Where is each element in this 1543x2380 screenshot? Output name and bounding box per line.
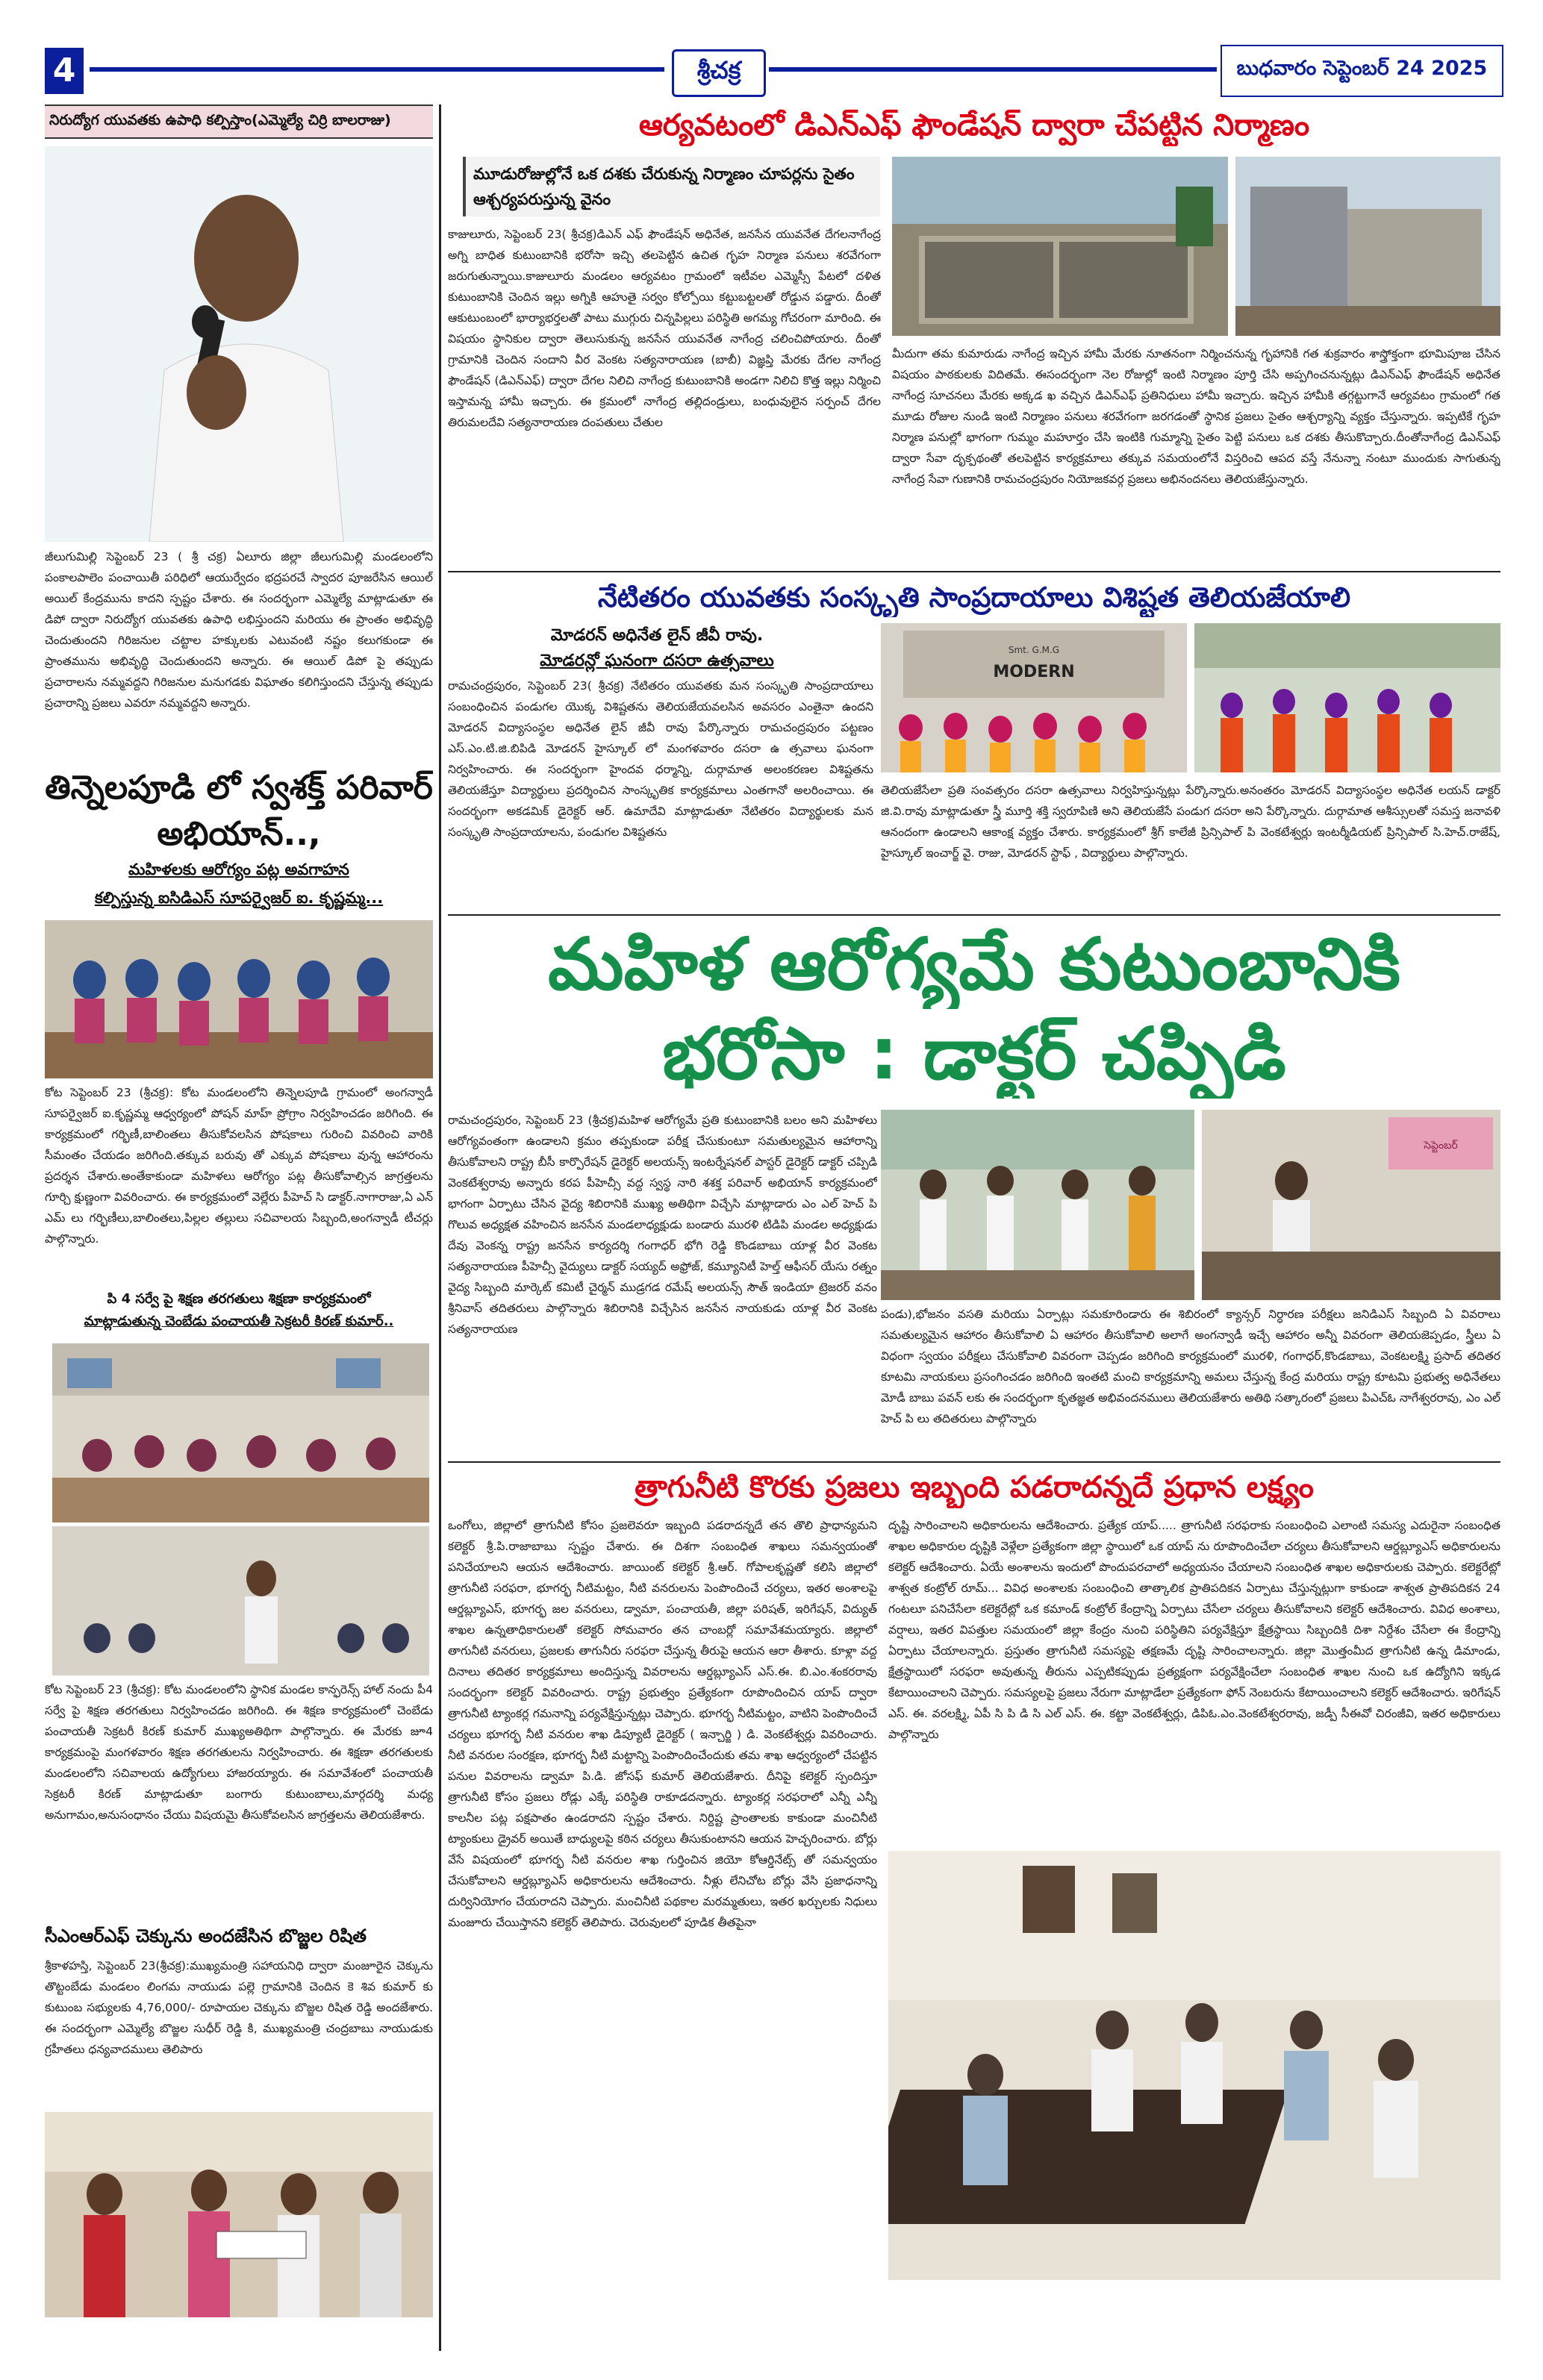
dnf-house-illustration [1235, 157, 1500, 336]
left-story-cmrf [45, 1925, 433, 2329]
swasth-body: కోట సెప్టెంబర్ 23 (శ్రీచక్ర): కోట మండలంలోని తిన్నెలపూడి గ్రామంలో అంగన్వాడీ సూపర్వైజర్ ఐ.కృష్ణమ్మ ఆధ్వర్యంలో పోషన్ మాహ్ ప్రోగ్రాం నిర్వహించడం జరిగింది. ఈ కార్యక్రమంలో గర్భిణీ,బాలింతలు తీసుకోవలసిన పోషకాలు గురించి వివరించి వారికి సీమంతం చేయడం జరిగింది.తక్కువ బరువు తో ఎక్కువ పోషకాలు వున్న ఆహారంను ప్రదర్శన చేశారు.అంతేకాకుండా మహిళలు ఆరోగ్యం పట్ల తీసుకోవాల్సిన జాగ్రత్తలను గూర్చి క్షుణ్ణంగా వివరించారు. ఈ కార్యక్రమంలో వెల్లేరు పీహెచ్ సి డాక్టర్.నాగారాజు,ఏ ఎన్ ఎమ్ లు గర్భిణీలు,బాలింతలు,పిల్లల తల్లులు సచివాలయ సిబ్బంది,అంగన్వాడీ టీచర్లు పాల్గొన్నారు. [45, 1086, 433, 1246]
left-story-p4 [45, 1291, 433, 1822]
p4-photo-1 [52, 1343, 429, 1522]
mla-body: జీలుగుమిల్లి సెప్టెంబర్ 23 ( శ్రీ చక్ర) ఏలూరు జిల్లా జీలుగుమిల్లి మండలంలోని పంకాలపాలెం పంచాయితీ పరిధిలో ఆయుర్వేదం భద్రపరచే స్వాదర పూజరేసిన ఆయిల్ అయిల్ కేంద్రమును కాదని స్పష్టం చేశారు. ఈ సందర్భంగా ఎమ్మెల్యే మాట్లాడుతూ ఈ డిపో ద్వారా నిరుద్యోగ యువతకు ఉపాధి లభిస్తుందని మరియు ఈ ప్రాంతం అభివృద్ధి చెందుతుందని గిరిజనుల చట్టాల హక్కులకు ఎటువంటి నష్టం కలుగకుండా ఈ ప్రాంతమును అభివృద్ధి చెందుతుందని అన్నారు. ఈ ఆయిల్ డిపో పై తప్పుడు ప్రచారాలను నమ్మవద్దని గిరిజనుల మనుగడకు విఘాతం కలిగిస్తుందని చేస్తున్న తప్పుడు ప్రచారాన్ని ప్రజలు ఎవరూ నమ్మవద్దని అన్నారు. [45, 550, 433, 710]
mla-photo [45, 146, 433, 542]
rule-after-dnf [448, 571, 1500, 572]
modern-photo-1 [881, 623, 1187, 772]
left-story-mla [45, 104, 433, 761]
left-story-swasth [45, 765, 433, 1287]
health-body-left: రామచంద్రపురం, సెప్టెంబర్ 23 (శ్రీచక్ర)మహిళ ఆరోగ్యమే ప్రతి కుటుంబానికి బలం అని మహిళలు ఆరోగ్యవంతంగా ఉండాలని క్రమం తప్పకుండా పరీక్ష చేసుకుంటూ సమతుల్యమైన ఆహారాన్ని తీసుకోవాలని రాష్ట్ర బీసీ కార్పొరేషన్ డైరెక్టర్ అలయన్స్ ఇంటర్నేషనల్ పాస్టర్ డైరెక్టర్ డాక్టర్ చప్పిడి వెంకటేశ్వరావు అన్నారు కరప పీహెచ్సీ వద్ద స్వస్థ నారి శశక్త పరివార్ అభియాన్ కార్యక్రమంలో భాగంగా ఏర్పాటు చేసిన వైద్య శిబిరానికి ముఖ్య అతిథిగా విచ్చేసి మాట్లాడారు ఎం ఎల్ హెచ్ పి గొలువ అధ్యక్షత వహించిన జనసేన మండలాధ్యక్షుడు బండారు మురళి టిడిపి మండల అధ్యక్షుడు దేవు వెంకన్న రాష్ట్ర జనసేన కార్యదర్శి గంగాధర్ భోగి రెడ్డి కొండబాబు యాళ్ల వీర వెంకట సత్యనారాయణ పీహెచ్సీ వైద్యులు డాక్టర్ సయ్యద్ అఫ్రోజ్, కమ్యూనిటీ హెల్త్ ఆఫీసర్ యేసు రత్నం వైద్య సిబ్బంది మార్కెట్ కమిటీ చైర్మన్ ముడ్రగడ రమేష్ అలయన్స్ సౌత్ ఇండియా ట్రెజరర్ వనం శ్రీనివాస్ తదితరులు పాల్గొన్నారు శిబిరానికి విచ్చేసిన జనసేన నాయకుడు యాళ్ల వీర వెంకట సత్యనారాయణ [448, 1114, 877, 1336]
water-headline: త్రాగునీటి కొరకు ప్రజలు ఇబ్బంది పడరాదన్నదే ప్రధాన లక్ష్యం [635, 1470, 1314, 1505]
article-modern [448, 578, 1500, 944]
masthead-rule-left [90, 67, 664, 72]
p4-headline1: పి 4 సర్వే పై శిక్షణ తరగతులు శిక్షణా కార్యక్రమంలో [107, 1291, 371, 1307]
cmrf-headline: సీఎంఆర్ఎఫ్ చెక్కును అందజేసిన బొజ్జల రిషిత [45, 1925, 367, 1946]
health-stage-illustration [1202, 1110, 1500, 1300]
left-headline-mla [45, 104, 433, 139]
dnf-photo-site [892, 157, 1228, 336]
health-photo-1 [881, 1110, 1194, 1300]
health-photo-2 [1202, 1110, 1500, 1300]
modern-building-illustration [881, 623, 1187, 772]
modern-body-right: తెలియజేసేలా ప్రతి సంవత్సరం దసరా ఉత్సవాలు నిర్వహిస్తున్నట్లు పేర్కొన్నారు.అనంతరం మోడరన్ విద్యాసంస్థల అధినేత లయన్ డాక్టర్ జి.వి.రావు మాట్లాడుతూ స్త్రీ మూర్తి శక్తి స్వరూపిణి అని తెలియజేసే పండుగ దసరా అని పేర్కొన్నారు. దుర్గామాత ఆశీస్సులతో సమస్త జనావళి ఆనందంగా ఉండాలని ఆకాంక్ష వ్యక్తం చేశారు. కార్యక్రమంలో శ్రీగ్ కాలేజీ ప్రిన్సిపాల్ పి వెంకటేశ్వర్లు ఇంటర్మీడియట్ ప్రిన్సిపాల్ సి.హెచ్.రాజేష్, హైస్కూల్ ఇంచార్జ్ వై. రాజు, మోడరన్ స్టాఫ్ , విద్యార్థులు పాల్గొన్నారు. [881, 784, 1500, 860]
date-line: బుధవారం సెప్టెంబర్ 24 2025 [1236, 57, 1488, 80]
p4-body: కోట సెప్టెంబర్ 23 (శ్రీచక్ర): కోట మండలంలోని స్థానిక మండల కాన్ఫరెన్స్ హాల్ నందు పీ4 సర్వే పై శిక్షణ తరగతులు నిర్వహించడం జరిగింది. ఈ శిక్షణ కార్యక్రమంలో చెంబేడు పంచాయతీ సెక్రటరీ కిరణ్ కుమార్ ముఖ్యఅతిథిగా పాల్గొన్నారు. ఈ మేరకు జూ4 కార్యక్రమంపై మంగళవారం శిక్షణ తరగతులను నిర్వహించారు. ఈ శిక్షణా తరగతులకు మండలంలోని సచివాలయ ఉద్యోగులు హాజరయ్యారు. ఈ సమావేశంలో పంచాయతీ సెక్రటరీ కిరణ్ మాట్లాడుతూ బంగారు కుటుంబాలు,మార్గదర్శి మధ్య అనుగామం,అనుసంధానం చేయు విషయమై తీసుకోవలసిన జాగ్రత్తలను తెలియజేశారు. [45, 1683, 433, 1822]
masthead [45, 45, 1500, 97]
dnf-body-left: కాజులూరు, సెప్టెంబర్ 23( శ్రీచక్ర)డిఎన్ ఎఫ్ ఫౌండేషన్ అధినేత, జనసేన యువనేత దేగలనాగేంద్ర అగ్ని బాధిత కుటుంబానికి భరోసా ఇచ్చి తలపెట్టిన ఉచిత గృహ నిర్మాణ పనులు శరవేగంగా జరుగుతున్నాయి.కాజులూరు మండలం ఆర్యవటం గ్రామంలో ఇటీవల ఎమ్మెస్సీ పేటలో దళిత కుటుంబానికి చెందిన ఇల్లు అగ్నికి ఆహుతై సర్వం కోల్పోయి కట్టుబట్టలతో రోడ్డున పడ్డారు. దీంతో ఆకుటుంబంలో భార్యాభర్తలతో పాటు ముగ్గురు చిన్నపిల్లలు పరిస్థితి అగమ్య గోచరంగా మారింది. ఈ విషయం స్థానికుల ద్వారా తెలుసుకున్న జనసేన యువనేత నాగేంద్ర చలించిపోయారు. దీంతో గ్రామానికి చెందిన సందాని వీర వెంకట సత్యనారాయణ (బాబీ) విజ్ఞప్తి మేరకు దేగల నాగేంద్ర ఫౌండేషన్ (డిఎన్ఎఫ్) ద్వారా దేగల నిలిచి నాగేంద్ర కుటుంబానికి అండగా నిలిచి కొత్త ఇల్లు నిర్మించి ఇస్తామన్న హామీ ఇచ్చారు. ఈ క్రమంలో నాగేంద్ర తల్లిదండ్రులు, బంధువులైన సర్పంచ్ దేగల తిరుమలదేవి సత్యనారాయణ దంపతులు చేతుల [448, 228, 881, 429]
cmrf-cheque-illustration [45, 2112, 433, 2317]
dnf-body-right: మీదుగా తమ కుమారుడు నాగేంద్ర ఇచ్చిన హామీ మేరకు నూతనంగా నిర్మించనున్న గృహానికి గత శుక్రవారం శాస్త్రోక్తంగా భూమిపూజ చేసిన విషయం పాఠకులకు విదితమే. ఈసందర్భంగా నెల రోజుల్లో ఇంటి నిర్మాణం పూర్తి చేసి అప్పగించనున్నట్లు డిఎన్ఎఫ్ ఫౌండేషన్ అధినేత నాగేంద్ర సూచనలు మేరకు అక్కడ ఖ వచ్చిన డిఎన్ఎఫ్ ప్రతినిధులు హామీ ఇచ్చారు. ఇచ్చిన హామీకి తగ్గట్టుగానే ఆర్యవటం గ్రామంలో గత మూడు రోజుల నుండి ఇంటి నిర్మాణం పనులు శరవేగంగా జరగడంతో స్థానిక ప్రజలు సైతం ఆశ్చర్యాన్ని వ్యక్తం చేస్తున్నారు. ఇప్పటికే గృహ నిర్మాణ పనుల్లో భాగంగా గుమ్మం మహూర్తం చేసి ఇంటికి గుమ్మాన్ని సైతం పెట్టి పనులు ఒక దశకు తీసుకొచ్చారు.దీంతోనాగేంద్ర డిఎన్ఎఫ్ ద్వారా సేవా దృక్పథంతో తలపెట్టిన కార్యక్రమాలు తక్కువ సమయంలోనే విస్తరించి ఆపద వస్తే నేనున్నా నంటూ ముందుకు సాగుతున్న నాగేంద్ర సేవా గుణానికి రామచంద్రపురం నియోజకవర్గ ప్రజలు అభినందనలు తెలియజేస్తున్నారు. [892, 347, 1500, 486]
dnf-foundation-illustration [892, 157, 1228, 336]
dnf-photo-house [1235, 157, 1500, 336]
modern-sign-top: Smt. G.M.G [1008, 645, 1060, 655]
article-women-health [448, 919, 1500, 1457]
health-headline-2: భరోసా : డాక్టర్ చప్పిడి [662, 1012, 1286, 1096]
water-meeting-illustration [888, 1851, 1500, 2280]
swasth-sub2: కల్పిస్తున్న ఐసిడిఎస్ సూపర్వైజర్ ఐ. కృష్ణమ్మ... [94, 889, 384, 907]
date-box [1221, 45, 1503, 97]
article-water [448, 1467, 1500, 2355]
p4-hall-illustration [52, 1343, 429, 1522]
p4-photo-2 [52, 1526, 429, 1675]
column-divider [439, 104, 441, 2351]
modern-photo-2 [1194, 623, 1500, 772]
water-photo [888, 1851, 1500, 2280]
modern-sub2: మోడరన్లో ఘనంగా దసరా ఉత్సవాలు [540, 652, 774, 670]
masthead-rule-right [769, 67, 1217, 72]
left-headline-mla-text: నిరుద్యోగ యువతకు ఉపాధి కల్పిస్తాం(ఎమ్మెల్యే చిర్రి బాలరాజు) [49, 112, 391, 128]
swasth-group-illustration [45, 920, 433, 1078]
modern-sub1: మోడరన్ అధినేత లైన్ జీవీ రావు. [550, 626, 764, 645]
health-headline-1: మహిళ ఆరోగ్యమే కుటుంబానికి [547, 922, 1401, 1006]
p4-headline2: మాట్లాడుతున్న చెంబేడు పంచాయతీ సెక్రటరీ కిరణ్ కుమార్.. [84, 1314, 394, 1329]
health-checkup-illustration [881, 1110, 1194, 1300]
water-body-left: ఒంగోలు, జిల్లాలో త్రాగునీటి కోసం ప్రజలెవరూ ఇబ్బంది పడరాదన్నదే తన తొలి ప్రాధాన్యమని కలెక్టర్ శ్రీ.పి.రాజాబాబు స్పష్టం చేశారు. ఈ దిశగా సంబంధిత శాఖలు సమన్వయంతో పనిచేయాలని ఆయన ఆదేశించారు. జాయింట్ కలెక్టర్ శ్రీ.ఆర్. గోపాలకృష్ణతో కలిసి జిల్లాలో త్రాగునీటి సరఫరా, భూగర్భ నీటిమట్టం, నీటి వనరులను పెంపొందించే చర్యలు, ఇతర అంశాలపై ఆర్డబ్ల్యూఎస్, భూగర్భ జల వనరులు, డ్వామా, పంచాయతీ, జిల్లా పరిషత్, ఇరిగేషన్, విద్యుత్ శాఖల ఉన్నతాధికారులతో కలెక్టర్ సోమవారం తన చాంబర్లో సమావేశమయ్యారు. జిల్లాలో తాగునీటి వనరులు, ప్రజలకు తాగునీరు సరఫరా చేస్తున్న తీరుపై ఆయన ఆరా తీశారు. కూళ్లా వద్ద దినాలు తదితర కార్యక్రమాలు అందిస్తున్న వివరాలను ఆర్డబ్ల్యూఎస్ ఎస్.ఈ. బి.ఎం.శంకరరావు సందర్భంగా కలెక్టర్ వివరించారు. రాష్ట్ర ప్రభుత్వం ప్రత్యేకంగా రూపొందించిన యాప్ ద్వారా త్రాగునీటి ట్యాంకర్ల గమనాన్ని పర్యవేక్షిస్తున్నట్లు చెప్పారు. భూగర్భ నీటిమట్టం, వాటిని పెంపొందించే చర్యలు భూగర్భ నీటి వనరుల శాఖ డిప్యూటీ డైరెక్టర్ ( ఇన్చార్జి ) డి. వెంకటేశ్వర్లు వివరించారు. నీటి వనరుల సంరక్షణ, భూగర్భ నీటి మట్టాన్ని పెంపొందించేందుకు తమ శాఖ ఆధ్వర్యంలో చేపట్టిన పనుల వివరాలను డ్వామా పి.డి. జోసఫ్ కుమార్ తెలియజేశారు. దీనిపై కలెక్టర్ స్పందిస్తూ త్రాగునీటి కోసం ప్రజలు రోడ్లు ఎక్కే పరిస్థితి రాకూడదన్నారు. ట్యాంకర్ల సరఫరాలో ఎన్నీ ఎన్నీ కాలనీల పట్ల పక్షపాతం ఉండరాదని స్పష్టం చేశారు. నిర్దిష్ట ప్రాంతాలకు కాకుండా మంచినీటి ట్యాంకులు డ్రైవర్ అయితే బాధ్యులపై కఠిన చర్యలు తీసుకుంటానని ఆయన హెచ్చరించారు. బోర్లు వేసే విషయంలో భూగర్భ నీటి వనరుల శాఖ గుర్తించిన జియో కోఆర్డినేట్స్ తో సమన్వయం చేసుకోవాలని ఆర్డబ్ల్యూఎస్ అధికారులను ఆదేశించారు. నీళ్లు లేనిచోట బోర్లు వేసి ప్రజాధనాన్ని దుర్వినియోగం చేయరాదని చెప్పారు. మంచినీటి పథకాల మరమ్మతులు, ఇతర ఖర్చులకు నిధులు మంజూరు చేయిస్తానని కలెక్టర్ తెలిపారు. చెరువులలో పూడిక తీతపైనా [448, 1519, 877, 1929]
water-body-right: దృష్టి సారించాలని అధికారులను ఆదేశించారు. ప్రత్యేక యాప్..... త్రాగునీటి సరఫరాకు సంబంధించి ఎలాంటి సమస్య ఎదురైనా సంబంధిత శాఖల అధికారుల దృష్టికి వెళ్లేలా ప్రత్యేకంగా జిల్లా స్థాయిలో ఒక యాప్ ను రూపొందించేలా చర్యలు తీసుకోవాలని ఆర్డబ్ల్యూఎస్ అధికారులను కలెక్టర్ ఆదేశించారు. ఏయే అంశాలను ఇందులో పొందుపరచాలో అధ్యయనం చేయాలని సంబంధిత శాఖల అధికారులకు చెప్పారు. కలెక్టరేట్లో శాశ్వత కంట్రోల్ రూమ్... వివిధ అంశాలకు సంబంధించి తాత్కాలిక ప్రాతిపదికన ఏర్పాటు చేస్తున్నట్లుగా కాకుండా శాశ్వత ప్రాతిపదికన 24 గంటలూ పనిచేసేలా కలెక్టరేట్లో ఒక కమాండ్ కంట్రోల్ కేంద్రాన్ని ఏర్పాటు చేసేలా చర్యలు తీసుకోవాలని కలెక్టర్ ఆదేశించారు. వివిధ అంశాలు, వర్షాలు, ఇతర విపత్తుల సమయంలో జిల్లా కేంద్రం నుంచి పరిస్థితిని పర్యవేక్షిస్తూ క్షేత్రస్థాయి సిబ్బందికి దిశా నిర్దేశం చేసేలా ఈ కేంద్రాన్ని ఏర్పాటు చేయాలన్నారు. ప్రస్తుతం త్రాగునీటి సమస్యపై తక్షణమే దృష్టి సారించాలన్నారు. జిల్లా మొత్తంమీద త్రాగునీటి ఉన్న డిమాండు, క్షేత్రస్థాయిలో సరఫరా అవుతున్న తీరును ఎప్పటికప్పుడు ప్రత్యక్షంగా పర్యవేక్షించేలా సంబంధిత శాఖల నుంచి ఒక ఉద్యోగిని ఇక్కడ కేటాయించాలని చెప్పారు. సమస్యలపై ప్రజలు నేరుగా మాట్లాడేలా ప్రత్యేకంగా ఫోన్ నెంబరును కేటాయించాలని కలెక్టర్ ఆదేశించారు. ఇరిగేషన్ ఎస్. ఈ. వరలక్ష్మి, ఏపీ సి పి డి సి ఎల్ ఎస్. ఈ. కట్టా వెంకటేశ్వర్లు, డిపిఓ.ఎం.వెంకటేశ్వరరావు, జడ్పీ సీఈవో చిరంజీవి, ఇతర అధికారులు పాల్గొన్నారు [888, 1519, 1500, 1741]
rule-after-modern [448, 914, 1500, 916]
page-number-text: 4 [52, 51, 76, 90]
logo-text: శ్రీచక్ర [696, 56, 741, 84]
p4-speaker-illustration [52, 1526, 429, 1675]
dnf-headline: ఆర్యవటంలో డిఎన్ఎఫ్ ఫౌండేషన్ ద్వారా చేపట్టిన నిర్మాణం [638, 108, 1310, 143]
modern-body-left: రామచంద్రపురం, సెప్టెంబర్ 23( శ్రీచక్ర) నేటితరం యువతకు మన సంస్కృతి సాంప్రదాయాలు సంబంధించిన పండుగల యొక్క విశిష్టతను తెలియజేయవలసిన అవసరం ఎంతైనా ఉందని మోడరన్ విద్యాసంస్థల అధినేత లైన్ జీవీ రావు పేర్కొన్నారు రామచంద్రపురం పట్టణం ఎస్.ఎం.టి.జి.బిపిడి మోడరన్ హైస్కూల్ లో మంగళవారం దసరా ఉ త్సవాలు ఘనంగా నిర్వహించారు. ఈ సందర్భంగా హైందవ ధర్మాన్ని, దుర్గామాత అలంకరణల విశిష్టతను తెలియజేస్తూ విద్యార్థులు ప్రదర్శించిన సాంస్కృతిక కార్యక్రమాలు ఎంతగానో అలరించాయి. ఈ సందర్భంగా అకడమిక్ డైరెక్టర్ ఆర్. ఉమాదేవి మాట్లాడుతూ నేటితరం విద్యార్థులకు మన సంస్కృతి సాంప్రదాయాలను, పండుగల విశిష్టతను [448, 679, 873, 839]
swasth-photo [45, 920, 433, 1078]
mla-portrait-illustration [45, 146, 433, 542]
article-dnf [448, 104, 1500, 567]
modern-dance-illustration [1194, 623, 1500, 772]
rule-after-health [448, 1461, 1500, 1463]
cmrf-photo [45, 2112, 433, 2317]
dnf-subhead-box [463, 157, 880, 216]
modern-headline: నేటితరం యువతకు సంస్కృతి సాంప్రదాయాలు విశిష్టత తెలియజేయాలి [597, 581, 1351, 613]
page-number [45, 48, 84, 94]
health-body-right: పండు),భోజనం వసతి మరియు ఏర్పాట్లు సమకూరిండారు ఈ శిబిరంలో క్యాన్సర్ నిర్ధారణ పరీక్షలు జనిడిఎస్ సిబ్బంది ఏ వివరాలు సమతుల్యమైన ఆహారం తీసుకోవాలి ఏ ఆహారం తీసుకోవాలి అలాగే అంగన్వాడీ ఇచ్చే ఆహారం అన్నీ వివరంగా తెలియజెప్పడం, స్త్రీలు ఏ విధంగా స్వయం పరీక్షలు చేసుకోవాలి వివరంగా చెప్పడం జరిగింది కార్యక్రమంలో మురళి, గంగాధర్,కొండబాబు, వెంకటలక్ష్మి ప్రసాద్ తదితర కూటమి నాయకులు ప్రసంగించడం జరిగింది ఇంతటి మంచి కార్యక్రమాన్ని అమలు చేస్తున్న కేంద్ర మరియు రాష్ట్ర కూటమి ప్రభుత్వ అధినేతలు మోడీ బాబు పవన్ లకు ఈ సందర్భంగా కృతజ్ఞత అభివందనములు తెలియజేశారు అతిథి సత్కారంలో ప్రజలు పిఎచ్ఓ నాగేశ్వరరావు, ఎం ఎల్ హెచ్ పి లు తదితరులు పాల్గొన్నారు [881, 1308, 1500, 1425]
dnf-subhead: మూడురోజుల్లోనే ఒక దశకు చేరుకున్న నిర్మాణం చూపర్లను సైతం ఆశ్చర్యపరుస్తున్న వైనం [473, 165, 855, 208]
cmrf-body: శ్రీకాళహస్తి, సెప్టెంబర్ 23(శ్రీచక్ర):ముఖ్యమంత్రి సహాయనిధి ద్వారా మంజూరైన చెక్కును తొట్టంబేడు మండలం లింగమ నాయుడు పల్లె గ్రామానికి చెందిన కె శివ కుమార్ కు కుటుంబ సభ్యులకు 4,76,000/- రూపాయల చెక్కును బొజ్జల రిషిత రెడ్డి అందజేశారు. ఈ సందర్భంగా ఎమ్మెల్యే బొజ్జల సుధీర్ రెడ్డి కి, ముఖ్యమంత్రి చంద్రబాబు నాయుడుకు గ్రహీతలు ధన్యవాదములు తెలిపారు [45, 1959, 433, 2056]
health-banner-text: సెప్టెంబర్ [1424, 1140, 1458, 1152]
modern-sign: MODERN [993, 663, 1075, 681]
logo-box [672, 49, 766, 97]
swasth-sub1: మహిళలకు ఆరోగ్యం పట్ల అవగాహన [128, 861, 349, 878]
swasth-headline: తిన్నెలపూడి లో స్వశక్త్ పరివార్ అభియాన్.., [45, 769, 433, 853]
